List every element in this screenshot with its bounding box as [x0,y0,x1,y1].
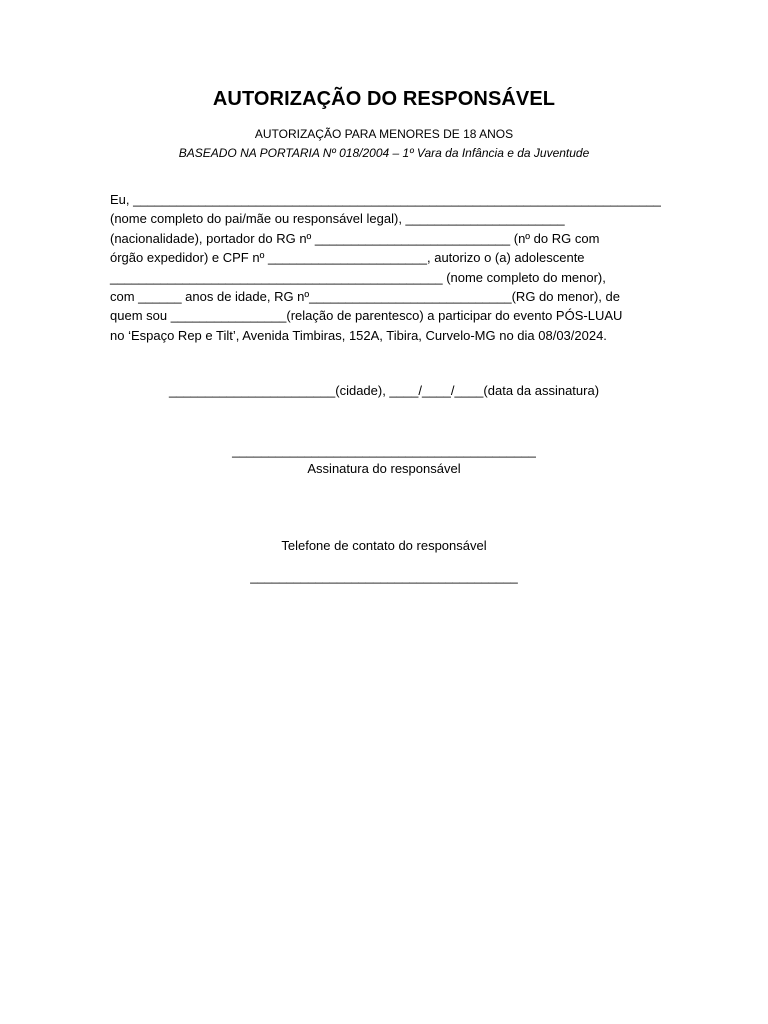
phone-line: _____________________________________ [250,569,518,584]
legal-reference: BASEADO NA PORTARIA Nº 018/2004 – 1º Vara da Infância e da Juventude [178,146,590,160]
city-date-line: _______________________(cidade), ____/____/____(data da assinatura) [168,383,600,398]
authorization-paragraph [110,190,670,345]
body-line: Eu, _________________________________________________________________________ [110,192,661,207]
body-line: no ‘Espaço Rep e Tilt’, Avenida Timbiras, 152A, Tibira, Curvelo-MG no dia 08/03/2024. [110,327,607,343]
signature-label: Assinatura do responsável [307,461,461,476]
signature-line: __________________________________________ [232,443,536,458]
body-line: (nome completo do pai/mãe ou responsável legal), ______________________ [110,211,565,227]
body-line: (nacionalidade), portador do RG nº ___________________________ (nº do RG com [110,230,600,246]
body-line: com ______ anos de idade, RG nº____________________________(RG do menor), de [110,289,620,305]
body-line: ______________________________________________ (nome completo do menor), [110,269,606,285]
document-title: AUTORIZAÇÃO DO RESPONSÁVEL [212,88,556,110]
body-line: quem sou ________________(relação de parentesco) a participar do evento PÓS-LUAU [110,308,623,324]
document-subtitle: AUTORIZAÇÃO PARA MENORES DE 18 ANOS [254,127,514,141]
phone-label: Telefone de contato do responsável [281,538,487,553]
body-line: órgão expedidor) e CPF nº ______________________, autorizo o (a) adolescente [110,250,585,266]
